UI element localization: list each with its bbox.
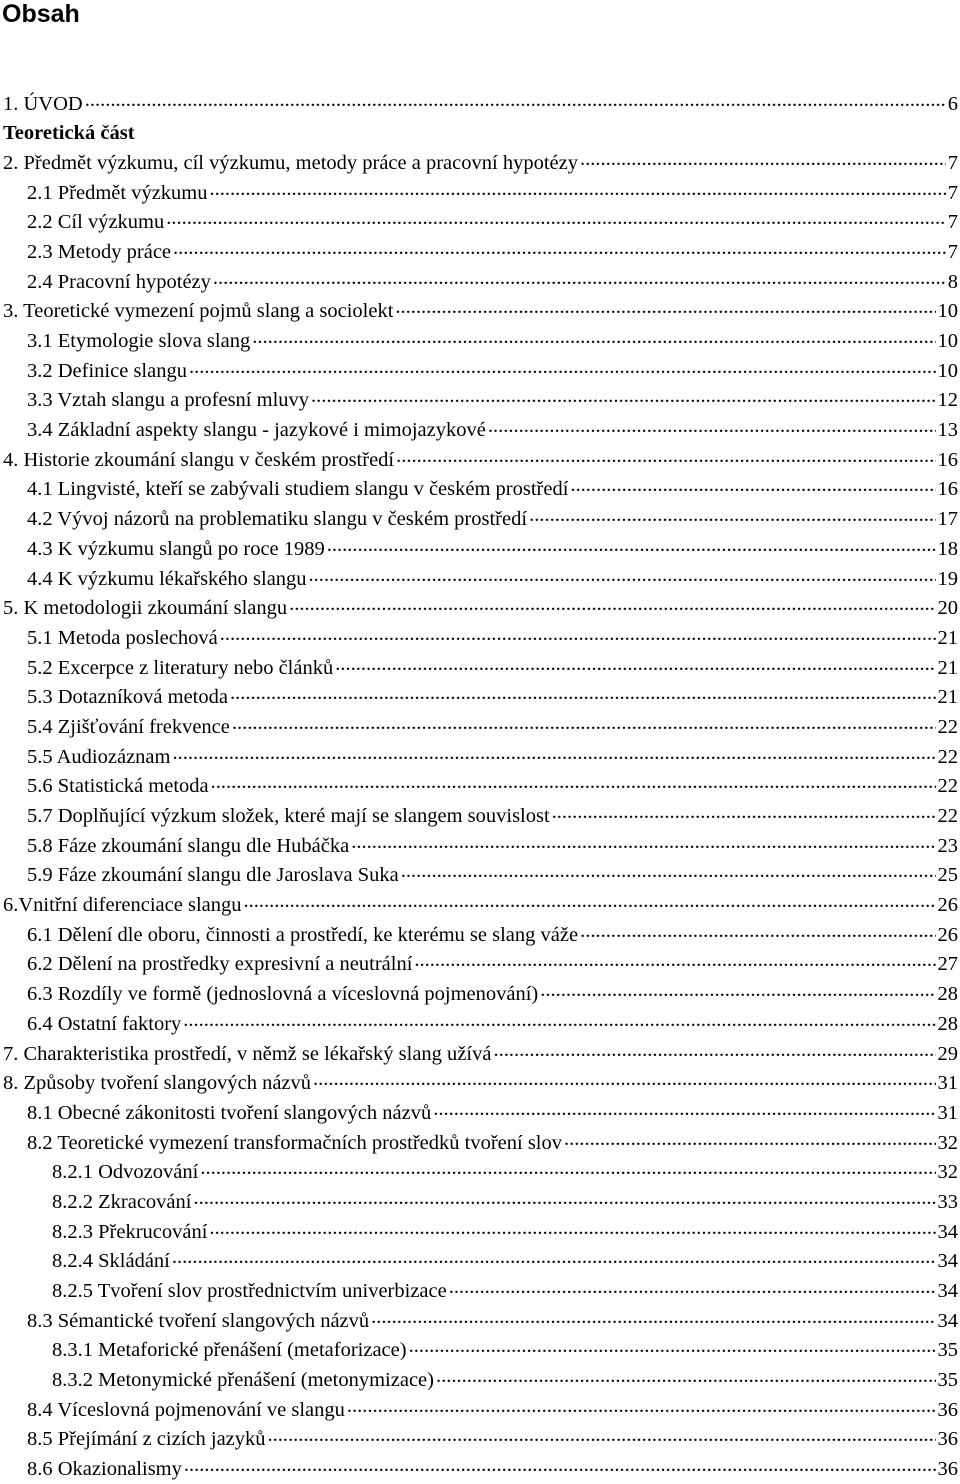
- toc-entry[interactable]: [0, 178, 960, 208]
- toc-entry[interactable]: [0, 1217, 960, 1247]
- toc-entry-label: 5.6 Statistická metoda: [27, 775, 209, 798]
- toc-entry[interactable]: [0, 475, 960, 505]
- toc-dot-leader: [414, 950, 935, 971]
- toc-page-number: 26: [937, 923, 958, 946]
- toc-entry-label: 3.1 Etymologie slova slang: [27, 330, 251, 352]
- toc-page-number: 20: [937, 597, 958, 620]
- toc-dot-leader: [409, 1336, 936, 1357]
- toc-entry-label: 6.1 Dělení dle oboru, činnosti a prostředí, ke kterému se slang váže: [27, 923, 579, 946]
- toc-page-number: 22: [937, 775, 958, 798]
- toc-page-number: 26: [937, 894, 958, 917]
- toc-page-number: 6: [947, 92, 958, 115]
- toc-page-number: 31: [937, 1101, 958, 1124]
- toc-entry-label: 2.1 Předmět výzkumu: [27, 181, 208, 204]
- toc-entry[interactable]: [0, 208, 960, 238]
- toc-entry-label: 1. ÚVOD: [3, 92, 83, 115]
- toc-page-number: 32: [937, 1131, 958, 1154]
- toc-dot-leader: [529, 505, 935, 526]
- toc-entry-label: 2.4 Pracovní hypotézy: [27, 270, 211, 293]
- toc-entry-label: 5.5 Audiozáznam: [27, 745, 171, 768]
- toc-entry-label: 4.3 K výzkumu slangů po roce 1989: [27, 537, 325, 560]
- toc-page-number: 17: [937, 508, 958, 531]
- toc-entry-label: 8.3 Sémantické tvoření slangových názvů: [27, 1309, 370, 1332]
- toc-page-number: 34: [937, 1220, 958, 1243]
- toc-dot-leader: [436, 1366, 936, 1387]
- toc-entry[interactable]: [0, 1247, 960, 1277]
- toc-dot-leader: [189, 356, 936, 377]
- toc-page-number: 35: [937, 1369, 958, 1392]
- toc-entry-label: 5.2 Excerpce z literatury nebo článků: [27, 656, 334, 679]
- toc-dot-leader: [232, 712, 936, 733]
- toc-entry-label: 4. Historie zkoumání slangu v českém prostředí: [3, 448, 395, 471]
- toc-dot-leader: [564, 1128, 935, 1149]
- toc-dot-leader: [230, 683, 936, 704]
- toc-entry-label: 2.2 Cíl výzkumu: [27, 211, 165, 234]
- toc-entry-label: 2.3 Metody práce: [27, 240, 172, 263]
- toc-entry[interactable]: [0, 1366, 960, 1396]
- toc-page-number: 29: [937, 1042, 958, 1065]
- toc-entry[interactable]: [0, 980, 960, 1010]
- toc-entry[interactable]: [0, 920, 960, 950]
- toc-entry-label: 4.1 Lingvisté, kteří se zabývali studiem slangu v českém prostředí: [27, 478, 569, 501]
- toc-dot-leader: [449, 1277, 936, 1298]
- toc-entry[interactable]: [0, 1009, 960, 1039]
- toc-entry[interactable]: [0, 1395, 960, 1425]
- toc-page-number: 36: [937, 1398, 958, 1421]
- toc-entry[interactable]: [0, 386, 960, 416]
- toc-page-number: 12: [937, 389, 958, 412]
- toc-page-number: 28: [937, 983, 958, 1006]
- toc-dot-leader: [85, 89, 946, 110]
- toc-entry[interactable]: [0, 1128, 960, 1158]
- toc-dot-leader: [209, 1217, 935, 1238]
- toc-entry-label: 8.6 Okazionalismy: [27, 1458, 182, 1481]
- toc-entry[interactable]: [0, 891, 960, 921]
- toc-page-number: 32: [937, 1161, 958, 1184]
- toc-page-number: 34: [937, 1280, 958, 1302]
- toc-page-number: 31: [937, 1072, 958, 1095]
- toc-entry[interactable]: [0, 742, 960, 772]
- toc-dot-leader: [396, 445, 935, 466]
- toc-entry-label: 8.3.2 Metonymické přenášení (metonymizace): [52, 1369, 434, 1392]
- toc-entry[interactable]: [0, 594, 960, 624]
- toc-page-number: 34: [937, 1250, 958, 1273]
- toc-dot-leader: [580, 920, 935, 941]
- toc-dot-leader: [309, 564, 936, 585]
- toc-entry[interactable]: [0, 89, 960, 119]
- toc-entry-label: 8.2.4 Skládání: [52, 1250, 170, 1273]
- toc-dot-leader: [200, 1158, 935, 1179]
- toc-dot-leader: [252, 327, 935, 348]
- toc-dot-leader: [401, 861, 936, 882]
- toc-entry-label: 8.2 Teoretické vymezení transformačních prostředků tvoření slov: [27, 1131, 563, 1154]
- toc-entry[interactable]: [0, 1306, 960, 1336]
- toc-entry-label: 8.4 Víceslovná pojmenování ve slangu: [27, 1398, 345, 1421]
- toc-dot-leader: [311, 386, 935, 407]
- toc-entry-label: 5.7 Doplňující výzkum složek, které mají se slangem souvislost: [27, 805, 550, 827]
- toc-dot-leader: [183, 1009, 935, 1030]
- toc-page-number: 7: [947, 181, 958, 204]
- toc-dot-leader: [580, 148, 946, 169]
- toc-entry-label: 7. Charakteristika prostředí, v němž se lékařský slang užívá: [3, 1042, 492, 1065]
- toc-dot-leader: [347, 1395, 936, 1416]
- toc-entry[interactable]: [0, 1158, 960, 1188]
- toc-dot-leader: [211, 772, 936, 793]
- toc-page-number: 21: [937, 686, 958, 709]
- toc-page-number: 10: [937, 330, 958, 352]
- toc-page-number: 7: [947, 240, 958, 263]
- toc-page-number: 22: [937, 715, 958, 738]
- toc-entry-label: 6.3 Rozdíly ve formě (jednoslovná a víceslovná pojmenování): [27, 983, 539, 1006]
- toc-page-number: 28: [937, 1012, 958, 1035]
- toc-dot-leader: [540, 980, 935, 1001]
- toc-entry[interactable]: [0, 445, 960, 475]
- toc-entry-label: 5.1 Metoda poslechová: [27, 626, 218, 649]
- toc-entry-label: 4.2 Vývoj názorů na problematiku slangu v českém prostředí: [27, 508, 528, 531]
- toc-entry[interactable]: [0, 831, 960, 861]
- toc-page-number: 10: [937, 359, 958, 382]
- toc-entry-label: 6.4 Ostatní faktory: [27, 1012, 182, 1035]
- toc-entry-label: 8.2.2 Zkracování: [52, 1190, 192, 1213]
- toc-dot-leader: [268, 1425, 936, 1446]
- toc-entry[interactable]: [0, 505, 960, 535]
- toc-entry[interactable]: [0, 534, 960, 564]
- toc-dot-leader: [327, 534, 936, 555]
- toc-dot-leader: [552, 802, 936, 823]
- toc-entry-label: 5. K metodologii zkoumání slangu: [3, 597, 288, 620]
- toc-entry-label: 5.3 Dotazníková metoda: [27, 686, 228, 709]
- toc-entry[interactable]: [0, 327, 960, 357]
- toc-dot-leader: [172, 742, 935, 763]
- page-title: Obsah: [2, 0, 80, 28]
- toc-dot-leader: [184, 1455, 936, 1476]
- toc-dot-leader: [244, 891, 936, 912]
- toc-page-number: 10: [937, 300, 958, 323]
- toc-dot-leader: [313, 1069, 935, 1090]
- toc-dot-leader: [351, 831, 935, 852]
- toc-page-number: 33: [937, 1190, 958, 1213]
- toc-entry-label: 5.9 Fáze zkoumání slangu dle Jaroslava Suka: [27, 864, 399, 887]
- toc-dot-leader: [172, 1247, 936, 1268]
- toc-page-number: 36: [937, 1428, 958, 1451]
- toc-entry-label: 4.4 K výzkumu lékařského slangu: [27, 567, 307, 590]
- toc-entry[interactable]: [0, 356, 960, 386]
- toc-page-number: 22: [937, 805, 958, 827]
- toc-entry[interactable]: [0, 1039, 960, 1069]
- toc-dot-leader: [166, 208, 946, 229]
- toc-section-heading: [0, 119, 960, 149]
- toc-entry[interactable]: [0, 683, 960, 713]
- toc-page-number: 8: [947, 270, 958, 293]
- toc-entry-label: 8. Způsoby tvoření slangových názvů: [3, 1072, 312, 1095]
- toc-entry-label: 2. Předmět výzkumu, cíl výzkumu, metody práce a pracovní hypotézy: [3, 151, 578, 174]
- toc-page-number: 27: [937, 953, 958, 976]
- toc-dot-leader: [193, 1187, 935, 1208]
- toc-entry[interactable]: [0, 1187, 960, 1217]
- toc-page-number: 21: [937, 656, 958, 679]
- toc-dot-leader: [493, 1039, 935, 1060]
- toc-entry[interactable]: [0, 416, 960, 446]
- toc-entry[interactable]: [0, 1098, 960, 1128]
- toc-dot-leader: [371, 1306, 935, 1327]
- toc-page-number: 16: [937, 448, 958, 471]
- toc-page-number: 16: [937, 478, 958, 501]
- toc-entry[interactable]: [0, 623, 960, 653]
- toc-entry-label: 3. Teoretické vymezení pojmů slang a sociolekt: [3, 300, 394, 323]
- toc-entry[interactable]: [0, 1277, 960, 1307]
- toc-entry[interactable]: [0, 1455, 960, 1484]
- toc-page-number: 34: [937, 1309, 958, 1332]
- toc-page-number: 18: [937, 537, 958, 560]
- toc-entry[interactable]: [0, 653, 960, 683]
- toc-entry-label: 3.2 Definice slangu: [27, 359, 187, 382]
- toc-entry[interactable]: [0, 267, 960, 297]
- toc-page-number: 36: [937, 1458, 958, 1481]
- toc-dot-leader: [210, 178, 946, 199]
- toc-entry-label: 5.4 Zjišťování frekvence: [27, 715, 230, 738]
- toc-dot-leader: [433, 1098, 935, 1119]
- toc-dot-leader: [335, 653, 935, 674]
- toc-dot-leader: [395, 297, 935, 318]
- toc-entry-label: 8.3.1 Metaforické přenášení (metaforizace): [52, 1339, 407, 1362]
- toc-page-number: 22: [937, 745, 958, 768]
- toc-page-number: 19: [937, 567, 958, 590]
- table-of-contents: [0, 89, 960, 1484]
- toc-entry[interactable]: [0, 564, 960, 594]
- toc-entry[interactable]: [0, 950, 960, 980]
- toc-entry-label: 3.3 Vztah slangu a profesní mluvy: [27, 389, 310, 412]
- toc-entry-label: 8.5 Přejímání z cizích jazyků: [27, 1428, 266, 1451]
- toc-entry-label: Teoretická část: [3, 121, 135, 144]
- toc-page-number: 13: [937, 419, 958, 442]
- toc-dot-leader: [213, 267, 946, 288]
- toc-entry[interactable]: [0, 1069, 960, 1099]
- toc-entry-label: 8.2.1 Odvozování: [52, 1161, 199, 1184]
- toc-entry[interactable]: [0, 1425, 960, 1455]
- toc-dot-leader: [488, 416, 936, 437]
- toc-entry-label: 5.8 Fáze zkoumání slangu dle Hubáčka: [27, 834, 350, 857]
- toc-page-number: 7: [947, 151, 958, 174]
- toc-entry-label: 8.1 Obecné zákonitosti tvoření slangových názvů: [27, 1101, 432, 1124]
- toc-entry-label: 6.Vnitřní diferenciace slangu: [3, 894, 242, 917]
- toc-page-number: 23: [937, 834, 958, 857]
- toc-entry[interactable]: [0, 148, 960, 178]
- toc-dot-leader: [220, 623, 936, 644]
- toc-entry-label: 6.2 Dělení na prostředky expresivní a neutrální: [27, 953, 413, 976]
- toc-entry[interactable]: [0, 237, 960, 267]
- toc-page-number: 21: [937, 626, 958, 649]
- toc-page-number: 7: [947, 211, 958, 234]
- toc-dot-leader: [173, 237, 946, 258]
- toc-entry[interactable]: [0, 772, 960, 802]
- toc-dot-leader: [570, 475, 935, 496]
- toc-entry[interactable]: [0, 712, 960, 742]
- toc-entry[interactable]: [0, 297, 960, 327]
- toc-page-number: 35: [937, 1339, 958, 1362]
- toc-entry-label: 8.2.3 Překrucování: [52, 1220, 208, 1243]
- toc-entry-label: 3.4 Základní aspekty slangu - jazykové i mimojazykové: [27, 419, 486, 442]
- toc-entry[interactable]: [0, 1336, 960, 1366]
- toc-dot-leader: [289, 594, 935, 615]
- toc-page-number: 25: [937, 864, 958, 887]
- toc-entry[interactable]: [0, 861, 960, 891]
- toc-entry-label: 8.2.5 Tvoření slov prostřednictvím univerbizace: [52, 1280, 447, 1302]
- toc-entry[interactable]: [0, 802, 960, 832]
